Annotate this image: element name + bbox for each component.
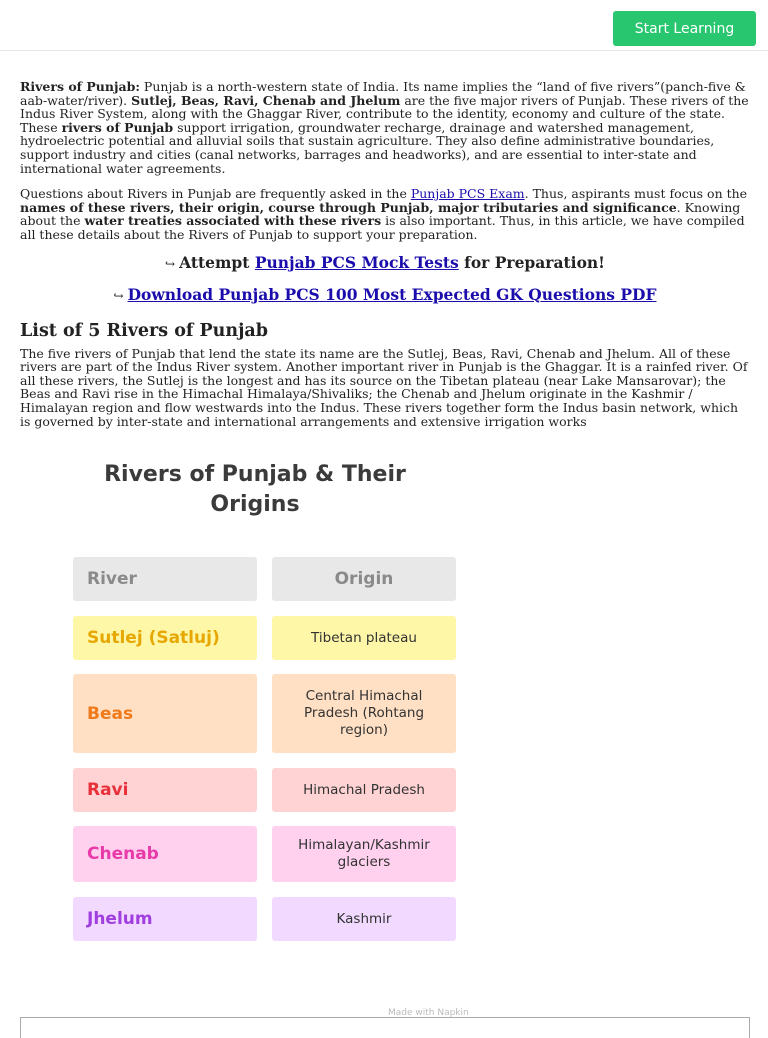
top-bar [0, 0, 768, 51]
river-cell: Chenab [73, 826, 257, 882]
punjab-pcs-exam-link[interactable]: Punjab PCS Exam [410, 186, 525, 202]
origin-cell: Tibetan plateau [272, 616, 456, 660]
header-origin: Origin [272, 557, 456, 601]
download-pdf-link[interactable]: Download Punjab PCS 100 Most Expected GK Questions PDF [127, 284, 657, 304]
intro-paragraph-1: Rivers of Punjab: Punjab is a north-western state of India. Its name implies the “land of five rivers”(panch-five & aab-water/river). Sutlej, Beas, Ravi, Chenab and Jhelum are the five major rivers of Punjab. These rivers of the Indus River System, along with the Ghaggar River, contribute to the identity, economy and culture of the state. These rivers of Punjab support irrigation, groundwater recharge, drainage and watershed management, hydroelectric potential and alluvial soils that sustain agriculture. They also define administrative boundaries, support industry and cities (canal networks, barrages and headworks), and are essential to inter-state and international water agreements. [20, 79, 749, 176]
origin-cell: Kashmir [272, 897, 456, 941]
section-heading: List of 5 Rivers of Punjab [20, 320, 269, 341]
mock-tests-link[interactable]: Punjab PCS Mock Tests [254, 252, 459, 272]
origin-cell: Himachal Pradesh [272, 768, 456, 812]
arrow-icon: ↪ [165, 256, 176, 271]
section-body: The five rivers of Punjab that lend the state its name are the Sutlej, Beas, Ravi, Chenab and Jhelum. All of these rivers are part of the Indus River system. Another important river in Punjab is the Ghaggar. It is a rainfed river. Of all these rivers, the Sutlej is the longest and has its source on the Tibetan plateau (near Lake Mansarovar); the Beas and Ravi rise in the Himachal Himalaya/Shivaliks; the Chenab and Jhelum originate in the Kashmir / Himalayan region and flow westwards into the Indus. These rivers together form the Indus basin network, which is governed by inter-state and international arrangements and extensive irrigation works [20, 345, 748, 429]
download-pdf-cta [20, 286, 750, 305]
mock-tests-cta: ↪ Attempt Punjab PCS Mock Tests for Preparation! [165, 252, 605, 272]
start-learning-button[interactable]: Start Learning [613, 11, 756, 46]
river-cell: Sutlej (Satluj) [73, 616, 257, 660]
intro-paragraph-2: Questions about Rivers in Punjab are frequently asked in the Punjab PCS Exam. Thus, aspirants must focus on the names of these rivers, their origin, course through Punjab, major tributaries and significance. Knowing about the water treaties associated with these rivers is also important. Thus, in this article, we have compiled all these details about the Rivers of Punjab to support your preparation. [20, 186, 748, 242]
watermark: Made with Napkin [388, 1008, 469, 1018]
article-content [20, 80, 750, 440]
origin-cell: Central Himachal Pradesh (Rohtang region) [272, 674, 456, 753]
next-section-box [20, 1017, 750, 1038]
rivers-infographic [0, 440, 510, 1000]
river-cell: Jhelum [73, 897, 257, 941]
origin-cell: Himalayan/Kashmir glaciers [272, 826, 456, 882]
arrow-icon: ↪ [113, 288, 124, 303]
infographic-title: Rivers of Punjab & Their Origins [104, 462, 406, 517]
river-cell: Beas [73, 674, 257, 753]
header-river: River [73, 557, 257, 601]
intro-lead: Rivers of Punjab: [20, 79, 140, 94]
river-cell: Ravi [73, 768, 257, 812]
